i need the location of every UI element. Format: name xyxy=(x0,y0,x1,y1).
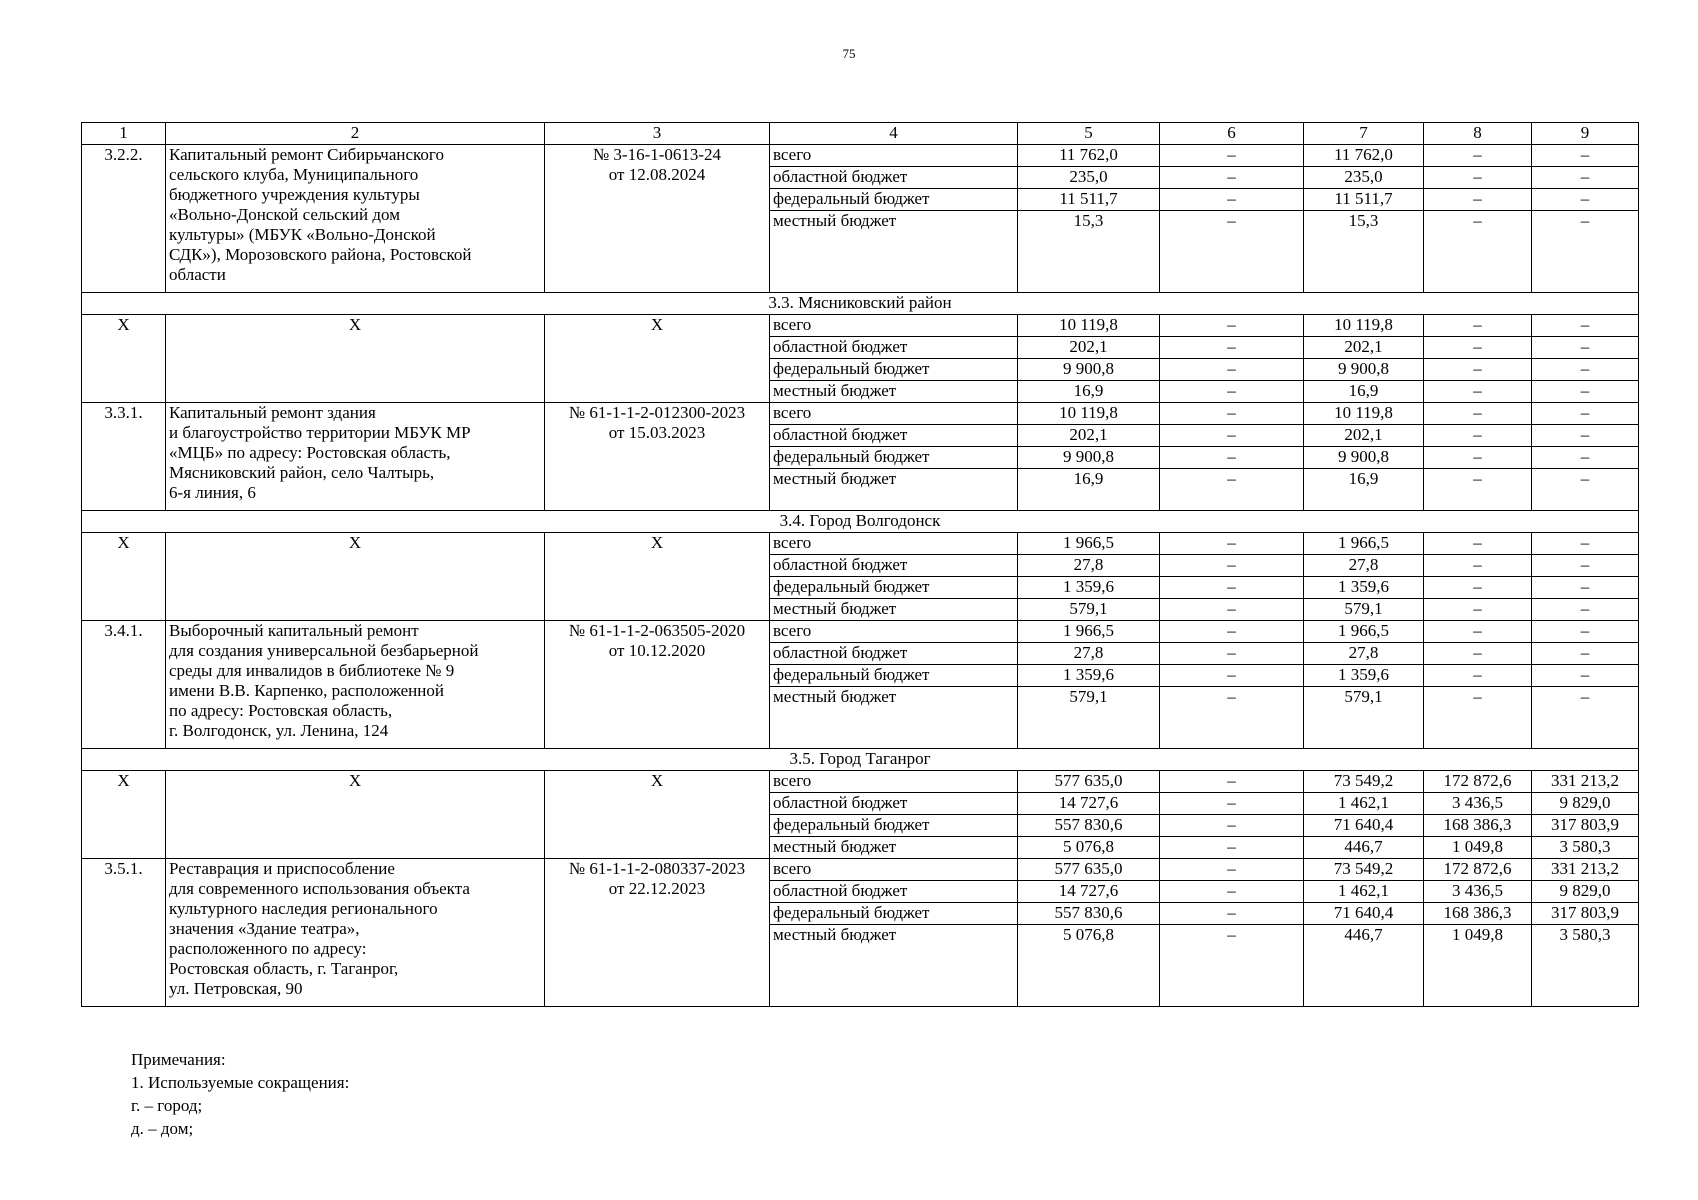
amount-cell: – xyxy=(1424,211,1532,293)
amount-cell: – xyxy=(1160,359,1304,381)
funding-source: всего xyxy=(770,315,1018,337)
amount-cell: – xyxy=(1160,837,1304,859)
amount-cell: 9 900,8 xyxy=(1018,359,1160,381)
amount-cell: 1 049,8 xyxy=(1424,837,1532,859)
funding-source: федеральный бюджет xyxy=(770,665,1018,687)
amount-cell: 446,7 xyxy=(1304,925,1424,1007)
funding-source: областной бюджет xyxy=(770,425,1018,447)
amount-cell: – xyxy=(1532,359,1639,381)
section-row xyxy=(82,293,1639,315)
funding-source: всего xyxy=(770,403,1018,425)
amount-cell: – xyxy=(1424,315,1532,337)
budget-table xyxy=(81,122,1639,1007)
notes-title: Примечания: xyxy=(131,1050,226,1069)
amount-cell: 1 966,5 xyxy=(1304,621,1424,643)
amount-cell: – xyxy=(1424,599,1532,621)
amount-cell: 579,1 xyxy=(1304,687,1424,749)
amount-cell: – xyxy=(1532,315,1639,337)
funding-source: местный бюджет xyxy=(770,925,1018,1007)
section-title: 3.4. Город Волгодонск xyxy=(82,511,1639,533)
amount-cell: 16,9 xyxy=(1304,381,1424,403)
amount-cell: 15,3 xyxy=(1304,211,1424,293)
item-description: X xyxy=(166,771,545,859)
funding-source: местный бюджет xyxy=(770,837,1018,859)
amount-cell: 9 900,8 xyxy=(1304,447,1424,469)
amount-cell: 10 119,8 xyxy=(1018,403,1160,425)
amount-cell: 202,1 xyxy=(1018,337,1160,359)
amount-cell: 317 803,9 xyxy=(1532,815,1639,837)
amount-cell: – xyxy=(1424,469,1532,511)
item-number: X xyxy=(82,771,166,859)
item-number: 3.5.1. xyxy=(82,859,166,1007)
amount-cell: 73 549,2 xyxy=(1304,771,1424,793)
amount-cell: 10 119,8 xyxy=(1018,315,1160,337)
amount-cell: 579,1 xyxy=(1018,687,1160,749)
amount-cell: – xyxy=(1424,687,1532,749)
amount-cell: – xyxy=(1160,425,1304,447)
amount-cell: 317 803,9 xyxy=(1532,903,1639,925)
amount-cell: – xyxy=(1532,621,1639,643)
amount-cell: 14 727,6 xyxy=(1018,793,1160,815)
amount-cell: 11 762,0 xyxy=(1304,145,1424,167)
amount-cell: – xyxy=(1532,189,1639,211)
amount-cell: 168 386,3 xyxy=(1424,903,1532,925)
funding-source: местный бюджет xyxy=(770,687,1018,749)
amount-cell: 27,8 xyxy=(1304,643,1424,665)
amount-cell: – xyxy=(1532,577,1639,599)
amount-cell: – xyxy=(1532,643,1639,665)
amount-cell: 235,0 xyxy=(1304,167,1424,189)
amount-cell: – xyxy=(1424,643,1532,665)
column-header: 3 xyxy=(545,123,770,145)
item-document: № 3-16-1-0613-24 от 12.08.2024 xyxy=(545,145,770,293)
amount-cell: – xyxy=(1160,881,1304,903)
table-row xyxy=(82,533,1639,555)
amount-cell: 168 386,3 xyxy=(1424,815,1532,837)
amount-cell: 1 462,1 xyxy=(1304,881,1424,903)
amount-cell: 14 727,6 xyxy=(1018,881,1160,903)
amount-cell: – xyxy=(1160,925,1304,1007)
amount-cell: – xyxy=(1424,189,1532,211)
amount-cell: – xyxy=(1532,665,1639,687)
amount-cell: – xyxy=(1160,189,1304,211)
amount-cell: 446,7 xyxy=(1304,837,1424,859)
amount-cell: – xyxy=(1532,425,1639,447)
page-number: 75 xyxy=(842,46,856,61)
amount-cell: – xyxy=(1160,337,1304,359)
table-body xyxy=(82,123,1639,1007)
amount-cell: 1 462,1 xyxy=(1304,793,1424,815)
amount-cell: – xyxy=(1424,145,1532,167)
amount-cell: 16,9 xyxy=(1018,469,1160,511)
item-description: Выборочный капитальный ремонт для создания универсальной безбарьерной среды для инвалидов в библиотеке № 9 имени В.В. Карпенко, расположенной по адресу: Ростовская область, г. Волгодонск, ул. Ленина, 124 xyxy=(166,621,545,749)
column-header: 9 xyxy=(1532,123,1639,145)
item-document: X xyxy=(545,315,770,403)
item-description: X xyxy=(166,533,545,621)
amount-cell: 1 359,6 xyxy=(1304,577,1424,599)
amount-cell: 27,8 xyxy=(1018,555,1160,577)
item-number: X xyxy=(82,533,166,621)
amount-cell: – xyxy=(1160,793,1304,815)
amount-cell: – xyxy=(1160,859,1304,881)
amount-cell: – xyxy=(1160,381,1304,403)
section-row xyxy=(82,511,1639,533)
funding-source: областной бюджет xyxy=(770,643,1018,665)
amount-cell: 577 635,0 xyxy=(1018,859,1160,881)
amount-cell: 202,1 xyxy=(1304,337,1424,359)
amount-cell: – xyxy=(1160,315,1304,337)
amount-cell: – xyxy=(1532,381,1639,403)
amount-cell: 1 966,5 xyxy=(1018,621,1160,643)
amount-cell: 202,1 xyxy=(1304,425,1424,447)
amount-cell: – xyxy=(1532,167,1639,189)
funding-source: областной бюджет xyxy=(770,881,1018,903)
funding-source: местный бюджет xyxy=(770,381,1018,403)
funding-source: всего xyxy=(770,859,1018,881)
amount-cell: – xyxy=(1532,447,1639,469)
column-header: 6 xyxy=(1160,123,1304,145)
amount-cell: 11 762,0 xyxy=(1018,145,1160,167)
amount-cell: 9 829,0 xyxy=(1532,881,1639,903)
amount-cell: – xyxy=(1532,469,1639,511)
funding-source: областной бюджет xyxy=(770,167,1018,189)
funding-source: федеральный бюджет xyxy=(770,815,1018,837)
amount-cell: 73 549,2 xyxy=(1304,859,1424,881)
table-row xyxy=(82,859,1639,881)
amount-cell: – xyxy=(1424,403,1532,425)
amount-cell: 1 049,8 xyxy=(1424,925,1532,1007)
item-description: Капитальный ремонт здания и благоустройство территории МБУК МР «МЦБ» по адресу: Ростовская область, Мясниковский район, село Чалтырь, 6-я линия, 6 xyxy=(166,403,545,511)
amount-cell: 579,1 xyxy=(1018,599,1160,621)
column-header: 7 xyxy=(1304,123,1424,145)
funding-source: местный бюджет xyxy=(770,599,1018,621)
funding-source: местный бюджет xyxy=(770,469,1018,511)
amount-cell: – xyxy=(1424,447,1532,469)
funding-source: областной бюджет xyxy=(770,555,1018,577)
item-document: № 61-1-1-2-012300-2023 от 15.03.2023 xyxy=(545,403,770,511)
amount-cell: 9 900,8 xyxy=(1018,447,1160,469)
amount-cell: 5 076,8 xyxy=(1018,837,1160,859)
column-header: 1 xyxy=(82,123,166,145)
funding-source: всего xyxy=(770,771,1018,793)
amount-cell: 172 872,6 xyxy=(1424,859,1532,881)
item-number: 3.2.2. xyxy=(82,145,166,293)
column-header: 8 xyxy=(1424,123,1532,145)
amount-cell: 71 640,4 xyxy=(1304,903,1424,925)
section-title: 3.3. Мясниковский район xyxy=(82,293,1639,315)
amount-cell: – xyxy=(1532,211,1639,293)
amount-cell: 71 640,4 xyxy=(1304,815,1424,837)
amount-cell: – xyxy=(1424,167,1532,189)
amount-cell: – xyxy=(1424,621,1532,643)
amount-cell: – xyxy=(1532,555,1639,577)
amount-cell: – xyxy=(1160,903,1304,925)
item-document: № 61-1-1-2-063505-2020 от 10.12.2020 xyxy=(545,621,770,749)
amount-cell: – xyxy=(1160,643,1304,665)
item-description: Капитальный ремонт Сибирьчанского сельского клуба, Муниципального бюджетного учреждения культуры «Вольно-Донской сельский дом культуры» (МБУК «Вольно-Донской СДК»), Морозовского района, Ростовской области xyxy=(166,145,545,293)
amount-cell: 16,9 xyxy=(1304,469,1424,511)
note-item: 1. Используемые сокращения: xyxy=(131,1073,350,1092)
amount-cell: 15,3 xyxy=(1018,211,1160,293)
amount-cell: 5 076,8 xyxy=(1018,925,1160,1007)
funding-source: федеральный бюджет xyxy=(770,577,1018,599)
amount-cell: – xyxy=(1160,145,1304,167)
column-header: 4 xyxy=(770,123,1018,145)
funding-source: областной бюджет xyxy=(770,337,1018,359)
amount-cell: 27,8 xyxy=(1304,555,1424,577)
amount-cell: 9 829,0 xyxy=(1532,793,1639,815)
funding-source: федеральный бюджет xyxy=(770,903,1018,925)
amount-cell: 557 830,6 xyxy=(1018,815,1160,837)
amount-cell: – xyxy=(1160,577,1304,599)
item-number: 3.3.1. xyxy=(82,403,166,511)
amount-cell: – xyxy=(1160,815,1304,837)
amount-cell: 1 359,6 xyxy=(1018,577,1160,599)
notes xyxy=(131,1048,349,1140)
table-row xyxy=(82,145,1639,167)
amount-cell: 11 511,7 xyxy=(1018,189,1160,211)
item-document: X xyxy=(545,771,770,859)
amount-cell: – xyxy=(1532,533,1639,555)
amount-cell: – xyxy=(1160,403,1304,425)
funding-source: местный бюджет xyxy=(770,211,1018,293)
amount-cell: – xyxy=(1160,447,1304,469)
amount-cell: – xyxy=(1424,425,1532,447)
table-row xyxy=(82,403,1639,425)
amount-cell: 3 580,3 xyxy=(1532,925,1639,1007)
amount-cell: – xyxy=(1424,577,1532,599)
amount-cell: 16,9 xyxy=(1018,381,1160,403)
amount-cell: – xyxy=(1160,211,1304,293)
amount-cell: – xyxy=(1160,167,1304,189)
amount-cell: 579,1 xyxy=(1304,599,1424,621)
table-row xyxy=(82,315,1639,337)
amount-cell: – xyxy=(1424,359,1532,381)
amount-cell: 1 966,5 xyxy=(1304,533,1424,555)
amount-cell: – xyxy=(1532,687,1639,749)
funding-source: федеральный бюджет xyxy=(770,447,1018,469)
funding-source: федеральный бюджет xyxy=(770,359,1018,381)
amount-cell: 331 213,2 xyxy=(1532,859,1639,881)
table-row xyxy=(82,621,1639,643)
funding-source: всего xyxy=(770,145,1018,167)
amount-cell: 1 359,6 xyxy=(1018,665,1160,687)
amount-cell: – xyxy=(1424,665,1532,687)
amount-cell: 3 580,3 xyxy=(1532,837,1639,859)
amount-cell: 27,8 xyxy=(1018,643,1160,665)
amount-cell: 202,1 xyxy=(1018,425,1160,447)
amount-cell: – xyxy=(1160,621,1304,643)
amount-cell: – xyxy=(1532,599,1639,621)
amount-cell: 172 872,6 xyxy=(1424,771,1532,793)
amount-cell: 1 359,6 xyxy=(1304,665,1424,687)
amount-cell: – xyxy=(1532,403,1639,425)
amount-cell: 3 436,5 xyxy=(1424,793,1532,815)
funding-source: всего xyxy=(770,533,1018,555)
amount-cell: – xyxy=(1160,771,1304,793)
amount-cell: – xyxy=(1160,599,1304,621)
section-row xyxy=(82,749,1639,771)
amount-cell: – xyxy=(1532,145,1639,167)
amount-cell: 11 511,7 xyxy=(1304,189,1424,211)
table-row xyxy=(82,771,1639,793)
funding-source: федеральный бюджет xyxy=(770,189,1018,211)
funding-source: областной бюджет xyxy=(770,793,1018,815)
item-number: X xyxy=(82,315,166,403)
amount-cell: – xyxy=(1424,337,1532,359)
section-title: 3.5. Город Таганрог xyxy=(82,749,1639,771)
amount-cell: 557 830,6 xyxy=(1018,903,1160,925)
amount-cell: – xyxy=(1160,533,1304,555)
item-description: Реставрация и приспособление для современного использования объекта культурного наследия регионального значения «Здание театра», расположенного по адресу: Ростовская область, г. Таганрог, ул. Петровская, 90 xyxy=(166,859,545,1007)
item-description: X xyxy=(166,315,545,403)
note-item: г. – город; xyxy=(131,1096,203,1115)
amount-cell: – xyxy=(1160,665,1304,687)
amount-cell: – xyxy=(1160,469,1304,511)
amount-cell: 1 966,5 xyxy=(1018,533,1160,555)
amount-cell: – xyxy=(1424,381,1532,403)
amount-cell: – xyxy=(1160,687,1304,749)
amount-cell: 3 436,5 xyxy=(1424,881,1532,903)
amount-cell: 577 635,0 xyxy=(1018,771,1160,793)
column-header: 2 xyxy=(166,123,545,145)
amount-cell: 9 900,8 xyxy=(1304,359,1424,381)
item-document: X xyxy=(545,533,770,621)
amount-cell: 331 213,2 xyxy=(1532,771,1639,793)
column-header-row xyxy=(82,123,1639,145)
item-document: № 61-1-1-2-080337-2023 от 22.12.2023 xyxy=(545,859,770,1007)
amount-cell: 235,0 xyxy=(1018,167,1160,189)
amount-cell: – xyxy=(1424,555,1532,577)
note-item: д. – дом; xyxy=(131,1119,194,1138)
amount-cell: 10 119,8 xyxy=(1304,403,1424,425)
column-header: 5 xyxy=(1018,123,1160,145)
amount-cell: – xyxy=(1160,555,1304,577)
item-number: 3.4.1. xyxy=(82,621,166,749)
amount-cell: – xyxy=(1424,533,1532,555)
amount-cell: 10 119,8 xyxy=(1304,315,1424,337)
funding-source: всего xyxy=(770,621,1018,643)
amount-cell: – xyxy=(1532,337,1639,359)
